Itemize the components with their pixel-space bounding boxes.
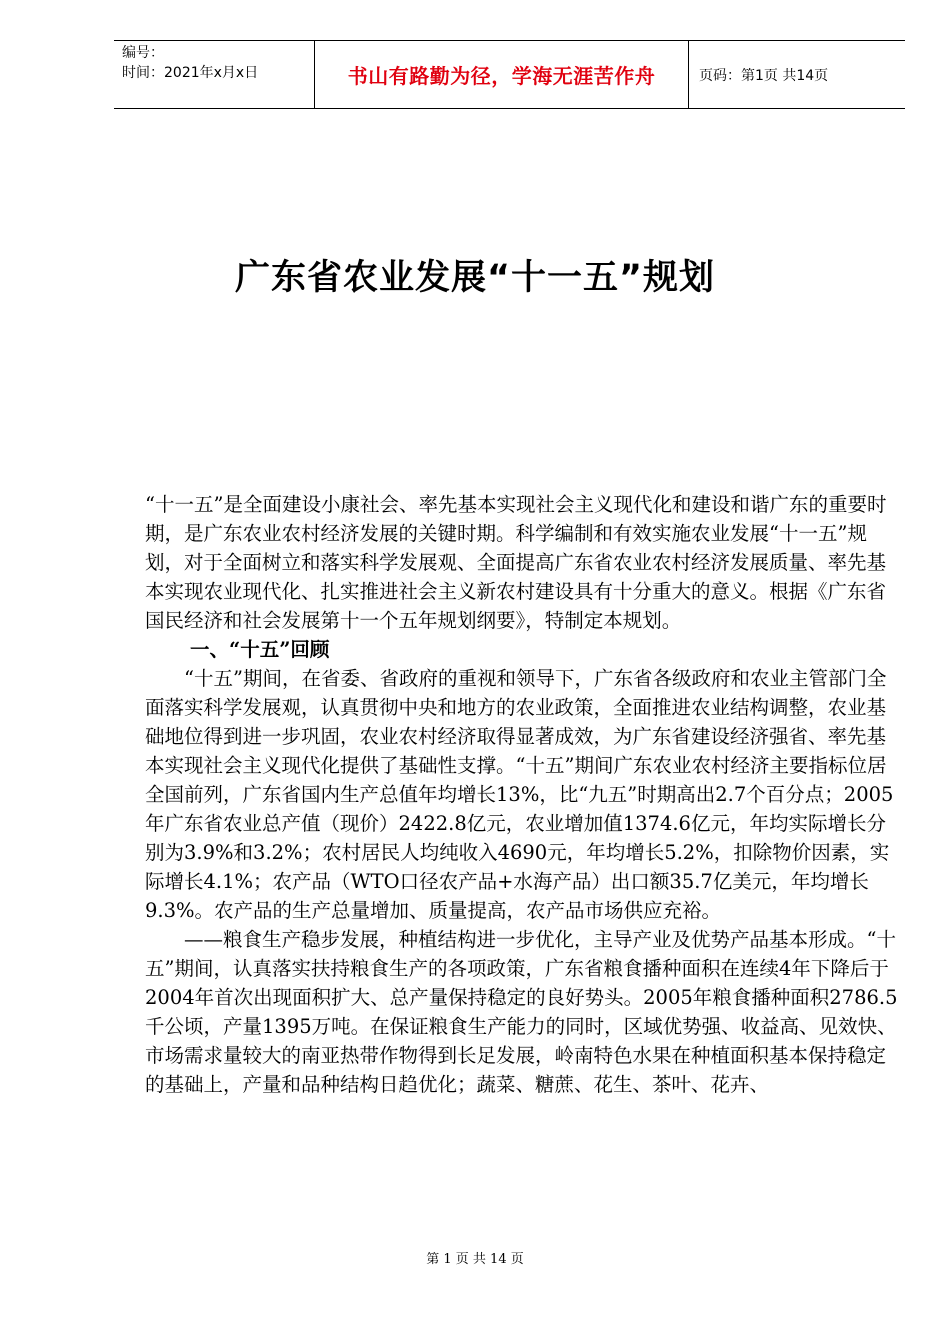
number-label: 编号：	[122, 45, 164, 61]
review-paragraph: “十五”期间，在省委、省政府的重视和领导下，广东省各级政府和农业主管部门全面落实科学发展观，认真贯彻中央和地方的农业政策，全面推进农业结构调整，农业基础地位得到进一步巩固，农业农村经济取得显著成效，为广东省建设经济强省、率先基本实现社会主义现代化提供了基础性支撑。“十五”期间广东农业农村经济主要指标位居全国前列，广东省国内生产总值年均增长13%，比“九五”时期高出2.7个百分点；2005年广东省农业总产值（现价）2422.8亿元，农业增加值1374.6亿元，年均实际增长分别为3.9%和3.2%；农村居民人均纯收入4690元，年均增长5.2%，扣除物价因素，实际增长4.1%；农产品（WTO口径农产品+水海产品）出口额35.7亿美元，年均增长9.3%。农产品的生产总量增加、质量提高，农产品市场供应充裕。	[145, 667, 894, 922]
section-heading: 一、“十五”回顾	[190, 638, 330, 661]
document-title: 广东省农业发展“十一五”规划	[234, 258, 715, 298]
document-header	[114, 40, 905, 109]
document-body	[145, 490, 905, 1099]
intro-paragraph: “十一五”是全面建设小康社会、率先基本实现社会主义现代化和建设和谐广东的重要时期，是广东农业农村经济发展的关键时期。科学编制和有效实施农业发展“十一五”规划，对于全面树立和落实科学发展观、全面提高广东省农业农村经济发展质量、率先基本实现农业现代化、扎实推进社会主义新农村建设具有十分重大的意义。根据《广东省国民经济和社会发展第十一个五年规划纲要》，特制定本规划。	[145, 493, 887, 632]
header-page-info: 页码：第1页 共14页	[699, 67, 829, 84]
header-meta	[114, 41, 314, 108]
time-label: 时间：2021年x月x日	[122, 65, 259, 81]
page-footer: 第 1 页 共 14 页	[426, 1252, 524, 1267]
header-motto: 书山有路勤为径，学海无涯苦作舟	[314, 41, 689, 108]
grain-paragraph: ——粮食生产稳步发展，种植结构进一步优化，主导产业及优势产品基本形成。“十五”期间，认真落实扶持粮食生产的各项政策，广东省粮食播种面积在连续4年下降后于2004年首次出现面积扩大、总产量保持稳定的良好势头。2005年粮食播种面积2786.5千公顷，产量1395万吨。在保证粮食生产能力的同时，区域优势强、收益高、见效快、市场需求量较大的南亚热带作物得到长足发展，岭南特色水果在种植面积基本保持稳定的基础上，产量和品种结构日趋优化；蔬菜、糖蔗、花生、茶叶、花卉、	[145, 928, 898, 1096]
